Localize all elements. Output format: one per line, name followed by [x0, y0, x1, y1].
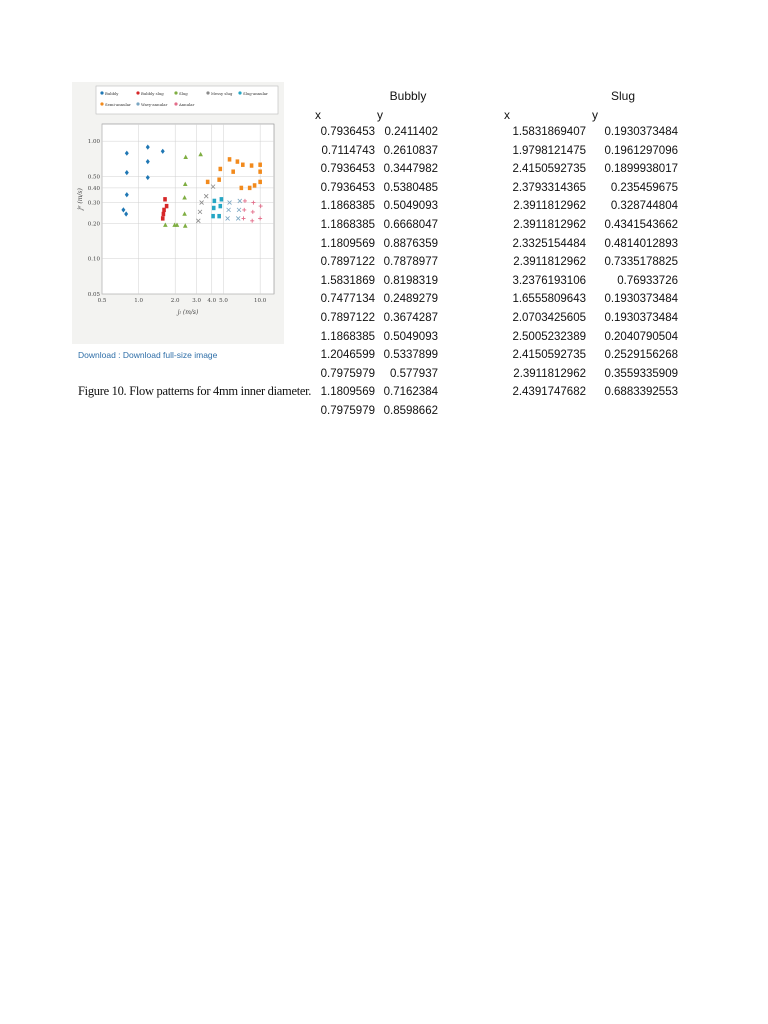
slug-x-cell: 2.3325154484 — [512, 237, 586, 250]
y-axis-label: jᵍ (m/s) — [77, 188, 84, 210]
bubbly-x-cell: 0.7477134 — [320, 293, 375, 306]
slug-x-cell: 2.3911812962 — [513, 200, 586, 213]
data-point — [217, 177, 221, 181]
y-tick-label: 0.20 — [87, 221, 100, 228]
bubbly-y-header: y — [377, 108, 383, 122]
slug-y-cell: 0.1930373484 — [604, 126, 678, 138]
x-tick-label: 1.0 — [134, 298, 143, 304]
slug-y-cell: 0.1899938017 — [604, 163, 678, 176]
data-point — [253, 183, 257, 187]
slug-x-cell: 2.3793314365 — [512, 181, 586, 194]
y-tick-label: 0.10 — [87, 256, 100, 263]
slug-y-cell: 0.3559335909 — [604, 367, 678, 380]
bubbly-x-cell: 0.7936453 — [320, 181, 375, 194]
legend-marker — [206, 91, 209, 94]
bubbly-x-cell: 0.7897122 — [320, 311, 375, 324]
data-point — [218, 204, 222, 208]
legend-marker — [100, 91, 103, 94]
data-point — [163, 197, 167, 201]
bubbly-y-cell: 0.6668047 — [383, 218, 438, 231]
slug-y-cell: 0.4814012893 — [604, 237, 678, 250]
slug-y-cell: 0.76933726 — [617, 274, 678, 287]
plot-area — [102, 124, 274, 294]
bubbly-x-cell: 1.5831869 — [320, 274, 375, 287]
data-point — [165, 204, 169, 208]
bubbly-x-cell: 0.7936453 — [320, 126, 375, 138]
bubbly-x-cell: 1.1809569 — [320, 386, 375, 399]
data-point — [240, 186, 244, 190]
bubbly-y-cell: 0.2610837 — [383, 144, 438, 157]
bubbly-x-cell: 1.2046599 — [320, 349, 375, 362]
legend-marker — [100, 102, 103, 105]
bubbly-x-cell: 0.7114743 — [321, 144, 375, 157]
x-tick-label: 10.0 — [254, 298, 267, 304]
bubbly-y-cell: 0.5337899 — [383, 349, 438, 362]
slug-x-cell: 3.2376193106 — [512, 274, 586, 287]
data-point — [212, 206, 216, 210]
slug-x-cell: 2.3911812962 — [513, 256, 586, 269]
legend-label: Slug-annular — [243, 91, 268, 96]
slug-x-cell: 1.9798121475 — [512, 144, 586, 157]
data-point — [241, 163, 245, 167]
slug-y-cell: 0.328744804 — [610, 200, 678, 213]
legend-label: Wavy-annular — [141, 102, 168, 107]
bubbly-y-cell: 0.8598662 — [383, 404, 438, 417]
slug-y-cell: 0.1961297096 — [604, 144, 678, 157]
data-point — [161, 216, 165, 220]
legend-marker — [238, 91, 241, 94]
bubbly-x-cell: 0.7975979 — [320, 367, 375, 380]
y-tick-label: 1.00 — [87, 139, 100, 146]
slug-x-cell: 2.3911812962 — [513, 367, 586, 380]
data-point — [236, 159, 240, 163]
flow-pattern-chart — [72, 82, 284, 344]
slug-y-header: y — [592, 108, 598, 122]
data-point — [228, 157, 232, 161]
slug-y-cell: 0.4341543662 — [604, 218, 678, 231]
bubbly-x-cell: 0.7975979 — [320, 404, 375, 417]
x-tick-label: 4.0 — [207, 298, 217, 304]
data-point — [162, 212, 166, 216]
bubbly-x-cell: 1.1868385 — [320, 200, 375, 213]
figure-panel — [72, 82, 312, 412]
legend-label: Semi-annular — [105, 102, 131, 107]
bubbly-x-header: x — [315, 108, 321, 122]
legend-marker — [174, 102, 177, 105]
slug-y-cell: 0.235459675 — [610, 181, 678, 194]
bubbly-x-cell: 0.7897122 — [320, 256, 375, 269]
slug-y-cell: 0.7335178825 — [604, 256, 678, 269]
slug-y-cell: 0.2040790504 — [604, 330, 678, 343]
slug-y-cell: 0.1930373484 — [604, 293, 678, 306]
y-tick-label: 0.50 — [87, 174, 100, 181]
data-point — [213, 199, 217, 203]
data-point — [206, 180, 210, 184]
data-point — [258, 163, 262, 167]
slug-x-cell: 2.4150592735 — [512, 163, 586, 176]
data-point — [250, 163, 254, 167]
slug-y-cell: 0.1930373484 — [604, 311, 678, 324]
bubbly-y-cell: 0.5380485 — [383, 181, 438, 194]
bubbly-y-cell: 0.577937 — [390, 367, 438, 380]
bubbly-y-cell: 0.7878977 — [383, 256, 438, 269]
data-point — [162, 208, 166, 212]
legend-label: Bubbly — [105, 91, 119, 96]
bubbly-table-title: Bubbly — [389, 89, 427, 103]
download-link[interactable]: Download : Download full-size image — [78, 350, 218, 360]
x-axis-label: jₗ (m/s) — [177, 309, 199, 316]
x-tick-label: 3.0 — [192, 298, 201, 304]
bubbly-x-cell: 1.1868385 — [320, 218, 375, 231]
bubbly-y-cell: 0.3447982 — [383, 163, 438, 176]
bubbly-x-cell: 1.1868385 — [320, 330, 375, 343]
slug-x-cell: 2.3911812962 — [513, 218, 586, 231]
bubbly-y-cell: 0.5049093 — [383, 330, 438, 343]
legend-marker — [136, 102, 139, 105]
bubbly-y-cell: 0.8198319 — [383, 274, 438, 287]
data-point — [218, 167, 222, 171]
slug-x-cell: 2.4391747682 — [512, 386, 586, 399]
bubbly-y-cell: 0.2489279 — [383, 293, 438, 306]
data-point — [220, 197, 224, 201]
x-tick-label: 5.0 — [219, 298, 228, 304]
y-tick-label: 0.30 — [87, 200, 100, 207]
bubbly-y-cell: 0.8876359 — [383, 237, 438, 250]
y-tick-label: 0.40 — [87, 185, 100, 192]
bubbly-x-cell: 1.1809569 — [320, 237, 375, 250]
slug-x-cell: 2.4150592735 — [512, 349, 586, 362]
slug-x-header: x — [504, 108, 510, 122]
slug-x-cell: 1.6555809643 — [512, 293, 586, 306]
bubbly-y-cell: 0.2411402 — [384, 126, 438, 138]
y-tick-label: 0.05 — [87, 292, 100, 298]
legend — [96, 86, 278, 114]
figure-caption: Figure 10. Flow patterns for 4mm inner diameter. — [78, 384, 312, 398]
slug-y-cell: 0.6883392553 — [604, 386, 678, 399]
x-tick-label: 0.5 — [97, 298, 107, 304]
slug-x-cell: 2.5005232389 — [512, 330, 586, 343]
data-point — [211, 214, 215, 218]
slug-x-cell: 2.0703425605 — [512, 311, 586, 324]
slug-x-cell: 1.5831869407 — [512, 126, 586, 138]
slug-table-title: Slug — [610, 89, 636, 103]
data-point — [258, 180, 262, 184]
legend-marker — [174, 91, 177, 94]
legend-label: Messy slug — [211, 91, 233, 96]
legend-label: Annular — [179, 102, 195, 107]
bubbly-y-cell: 0.5049093 — [383, 200, 438, 213]
x-tick-label: 2.0 — [170, 298, 180, 304]
slug-y-cell: 0.2529156268 — [604, 349, 678, 362]
data-point — [258, 169, 262, 173]
legend-marker — [136, 91, 139, 94]
data-point — [231, 169, 235, 173]
data-point — [248, 186, 252, 190]
bubbly-y-cell: 0.7162384 — [383, 386, 438, 399]
data-point — [217, 214, 221, 218]
legend-label: Slug — [179, 91, 188, 96]
bubbly-x-cell: 0.7936453 — [320, 163, 375, 176]
legend-label: Bubbly slug — [141, 91, 164, 96]
bubbly-y-cell: 0.3674287 — [383, 311, 438, 324]
